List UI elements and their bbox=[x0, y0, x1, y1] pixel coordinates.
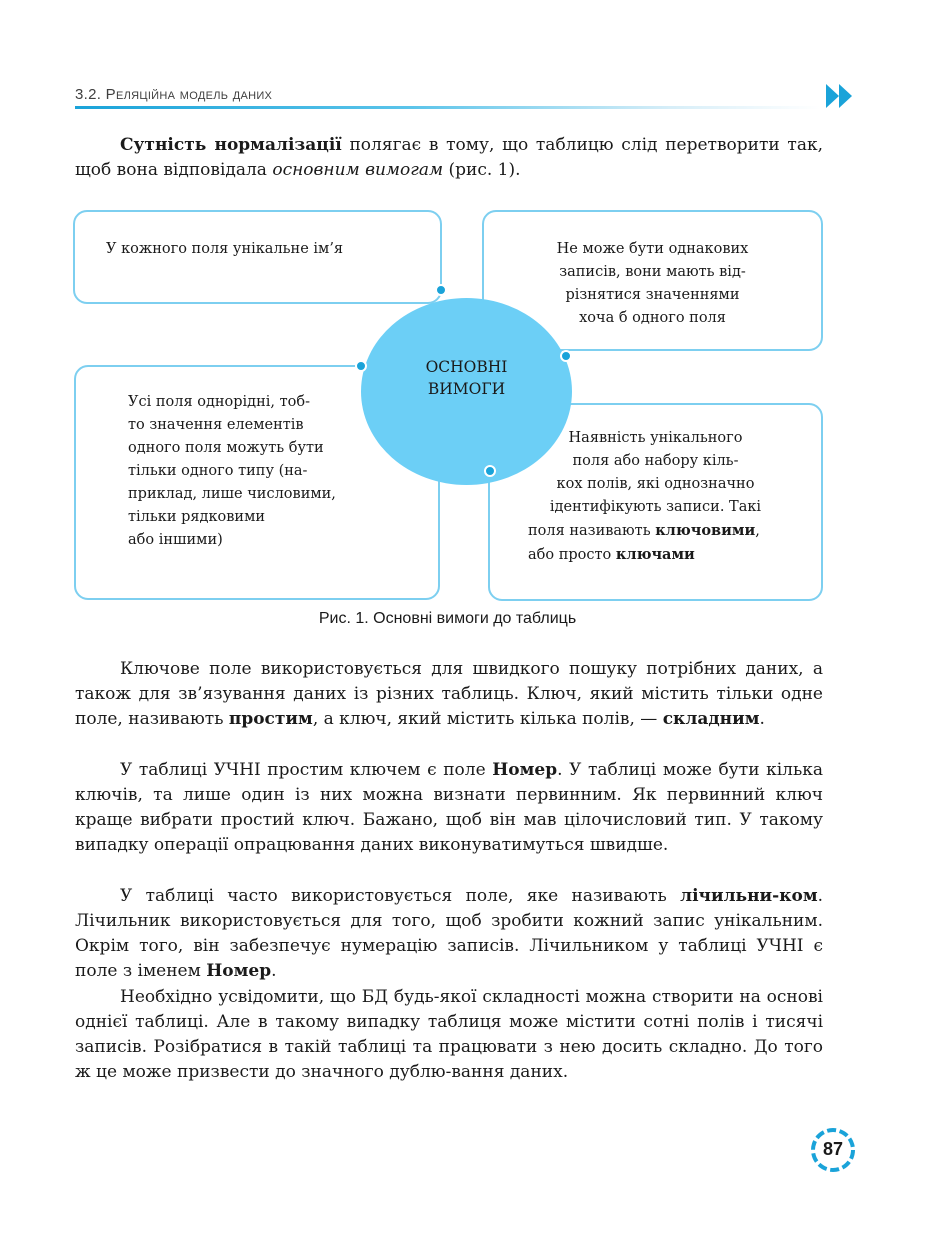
paragraph-single-table: Необхідно усвідомити, що БД будь-якої складності можна створити на основі однієї таблиці. Але в такому випадку таблиця може містити сотні полів і тисячі записів. Розібратися в такій таблиці та працювати з нею досить складно. До того ж це може призвести до значного дублю-вання даних. bbox=[75, 987, 823, 1082]
bold-term: складним bbox=[662, 709, 760, 729]
text-line: кох полів, які однозначно bbox=[556, 476, 755, 492]
text-line: тільки одного типу (на- bbox=[128, 463, 308, 479]
box-unique-name bbox=[73, 210, 442, 304]
intro-paragraph bbox=[75, 133, 823, 183]
bold-term: ключовими bbox=[655, 522, 756, 539]
connector-dot bbox=[560, 350, 572, 362]
text-fragment: . bbox=[759, 709, 765, 729]
term-bold: Сутність нормалізації bbox=[120, 135, 342, 155]
box-no-duplicates-text bbox=[484, 238, 821, 330]
bold-term: Номер bbox=[206, 961, 272, 981]
text-fragment: або просто bbox=[528, 547, 616, 563]
emphasis-italic: основним вимогам bbox=[272, 160, 444, 180]
text-line: або іншими) bbox=[128, 532, 223, 548]
text-fragment: Ключове поле використовується для швидкого пошуку потрібних даних, а також для зв’язування даних із різних таблиць. Ключ, який містить тільки одне поле, називають bbox=[75, 659, 823, 729]
header-rule bbox=[75, 106, 820, 109]
intro-text-1: полягає в тому, що таблицю слід перетворити так, щоб вона відповідала bbox=[75, 135, 823, 180]
text-line: записів, вони мають від- bbox=[559, 264, 746, 280]
center-circle bbox=[361, 298, 572, 485]
paragraph-key-field bbox=[75, 657, 823, 732]
text-fragment: . bbox=[271, 961, 277, 981]
text-fragment: У таблиці УЧНІ простим ключем є поле bbox=[120, 760, 493, 780]
running-head: 3.2. Реляційна модель даних bbox=[75, 86, 273, 103]
intro-text-2: (рис. 1). bbox=[443, 160, 521, 180]
text-line: хоча б одного поля bbox=[579, 310, 726, 326]
text-line bbox=[490, 519, 821, 543]
text-line: поля або набору кіль- bbox=[572, 453, 739, 469]
text-line: ідентифікують записи. Такі bbox=[549, 499, 762, 515]
text-line: приклад, лише числовими, bbox=[128, 486, 336, 502]
connector-dot bbox=[355, 360, 367, 372]
connector-dot bbox=[435, 284, 447, 296]
text-line: то значення елементів bbox=[128, 417, 304, 433]
connector-dot bbox=[484, 465, 496, 477]
text-fragment: поля називають bbox=[528, 523, 656, 539]
center-line-1: ОСНОВНІ bbox=[425, 358, 508, 376]
box-homogeneous-fields-text bbox=[128, 391, 336, 552]
text-line: Усі поля однорідні, тоб- bbox=[128, 394, 311, 410]
text-line: одного поля можуть бути bbox=[128, 440, 324, 456]
text-line bbox=[490, 543, 821, 567]
text-fragment: , а ключ, який містить кілька полів, — bbox=[312, 709, 663, 729]
requirements-diagram bbox=[72, 209, 824, 603]
text-fragment: У таблиці часто використовується поле, яке називають bbox=[120, 886, 681, 906]
text-line: тільки рядковими bbox=[128, 509, 266, 525]
bold-term: лічильни-ком bbox=[680, 886, 818, 906]
text-line: Не може бути однакових bbox=[556, 241, 749, 257]
double-chevron-right-icon bbox=[826, 82, 854, 110]
paragraph-counter bbox=[75, 884, 823, 984]
page-number: 87 bbox=[822, 1139, 844, 1159]
text-line: різнятися значеннями bbox=[565, 287, 740, 303]
center-circle-label bbox=[361, 356, 572, 400]
center-line-2: ВИМОГИ bbox=[427, 380, 506, 398]
text-fragment: . Лічильник використовується для того, щоб зробити кожний запис унікальним. Окрім того, він забезпечує нумерацію записів. Лічильником у таблиці УЧНІ є поле з іменем bbox=[75, 886, 823, 981]
bold-term: простим bbox=[228, 709, 313, 729]
bold-term: ключами bbox=[615, 546, 695, 563]
figure-caption: Рис. 1. Основні вимоги до таблиць bbox=[318, 610, 577, 627]
paragraph-primary-key bbox=[75, 758, 823, 858]
text-fragment: , bbox=[755, 523, 760, 539]
box-unique-name-text: У кожного поля унікальне ім’я bbox=[106, 241, 344, 257]
text-line: Наявність унікального bbox=[568, 430, 743, 446]
text-fragment: . У таблиці може бути кілька ключів, та лише один із них можна визнати первинним. Як первинний ключ краще вибрати простий ключ. Бажано, щоб він мав цілочисловий тип. У такому випадку операції опрацювання даних виконуватимуться швидше. bbox=[75, 760, 823, 855]
page-number-badge bbox=[809, 1126, 857, 1174]
bold-term: Номер bbox=[492, 760, 558, 780]
